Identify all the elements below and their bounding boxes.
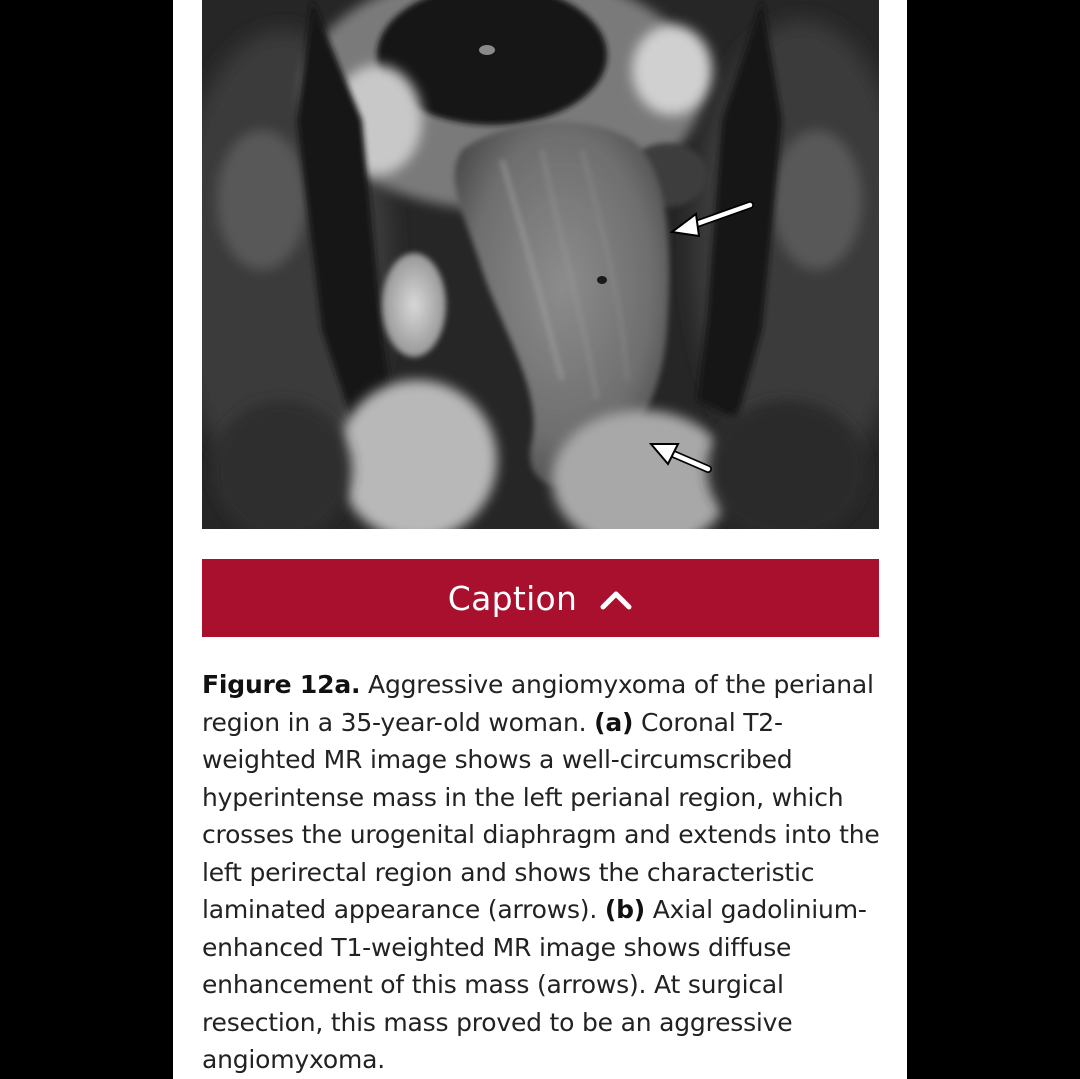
article-page — [173, 0, 907, 1079]
caption-toggle-label: Caption — [447, 578, 578, 618]
chevron-up-icon — [599, 583, 633, 617]
part-b-text: Axial gadolinium-enhanced T1-weighted MR image shows diffuse enhancement of this mass (arrows). At surgical resection, this mass proved to be an aggressive angiomyxoma. — [202, 895, 867, 1074]
mri-image[interactable] — [202, 0, 879, 529]
figure-label: Figure 12a. — [202, 670, 361, 699]
part-a-label: (a) — [594, 707, 634, 737]
part-b-label: (b) — [604, 895, 646, 924]
caption-toggle-button[interactable] — [202, 559, 879, 637]
caption-intro: Aggressive angiomyxoma of the perianal region in a 35-year-old woman. — [202, 670, 874, 737]
coronal-t2-mri-graphic — [202, 0, 879, 529]
part-a-text: Coronal T2-weighted MR image shows a well-circumscribed hyperintense mass in the left perianal region, which crosses the urogenital diaphragm and extends into the left perirectal region and shows the characteristic laminated appearance (arrows). — [202, 707, 880, 924]
figure-caption — [202, 666, 892, 1079]
